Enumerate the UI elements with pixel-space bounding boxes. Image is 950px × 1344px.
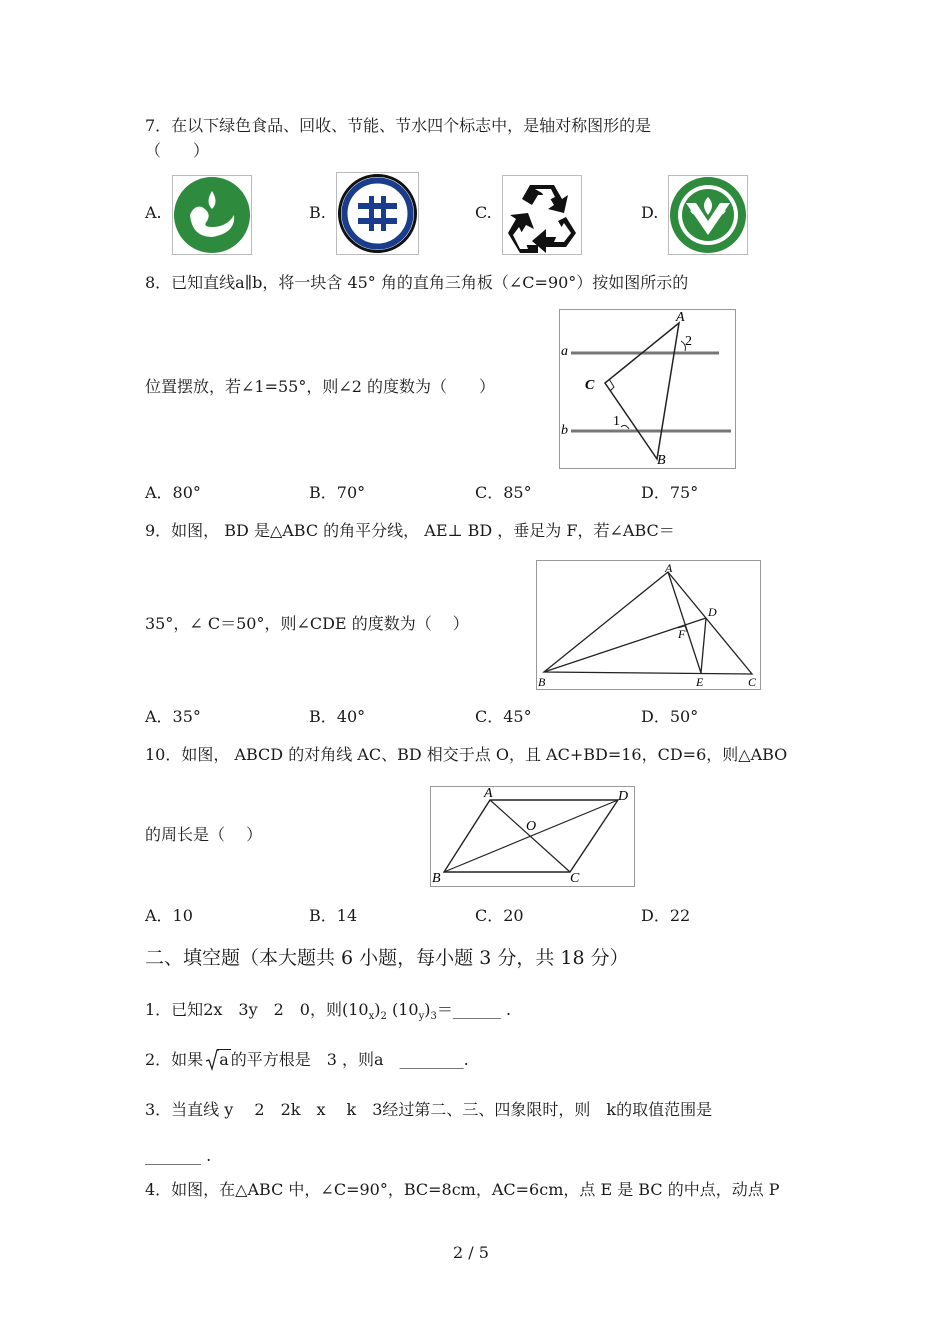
- q8-option-a: A．80°: [145, 483, 201, 502]
- label-A: A: [484, 786, 493, 801]
- label-A: A: [676, 310, 685, 325]
- q9-option-a: A．35°: [145, 707, 201, 726]
- q9-stem-line1: 9．如图， BD 是△ABC 的角平分线， AE⊥ BD ，垂足为 F，若∠ABC＝: [145, 521, 675, 540]
- q8-option-b: B．70°: [309, 483, 366, 502]
- q7-option-b-label: B.: [309, 203, 326, 222]
- fill-1-power-2: $(10_y)_3$: [391, 1000, 437, 1023]
- label-E: E: [696, 675, 704, 689]
- label-D: D: [618, 789, 629, 804]
- page-number: 2 / 5: [453, 1243, 489, 1262]
- sqrt-symbol: [205, 1050, 231, 1070]
- fill-2: [145, 1050, 469, 1070]
- fill-1-expr: 2x 3y 2 0: [203, 1000, 310, 1019]
- q10-option-d: D．22: [641, 906, 691, 925]
- label-angle-1: 1: [613, 414, 620, 429]
- q7-option-c-label: C.: [475, 203, 492, 222]
- fill-1: [145, 1000, 511, 1027]
- fill-3-line1: 3．当直线 y 2 2k x k 3经过第二、三、四象限时，则 k的取值范围是: [145, 1100, 713, 1119]
- label-D: D: [708, 605, 717, 619]
- fill-1-power-1: $(10_x)_2$: [342, 1000, 387, 1023]
- fill-3-line2: _______ .: [145, 1146, 212, 1165]
- label-angle-2: 2: [685, 334, 692, 349]
- q8-stem-line1: 8．已知直线a∥b，将一块含 45° 角的直角三角板（∠C=90°）按如图所示的: [145, 273, 689, 292]
- q10-stem-line2: 的周长是（ ）: [145, 825, 263, 844]
- q8-option-d: D．75°: [641, 483, 699, 502]
- green-food-logo: [172, 175, 252, 255]
- sqrt-radicand: a: [219, 1050, 229, 1069]
- fill-2-mid: 的平方根是 3 ，则: [230, 1050, 375, 1069]
- label-C: C: [570, 871, 580, 886]
- fill-1-mid: ，则: [309, 1000, 342, 1019]
- label-C: C: [748, 675, 757, 689]
- q9-option-d: D．50°: [641, 707, 699, 726]
- q10-option-c: C．20: [475, 906, 524, 925]
- fill-2-var: a: [374, 1050, 384, 1069]
- recycle-arrows-logo: [502, 175, 582, 255]
- label-O: O: [526, 819, 537, 834]
- q8-figure: [559, 309, 736, 469]
- fill-1-tail: ＝______ .: [436, 1000, 512, 1019]
- label-B: B: [538, 675, 546, 689]
- q10-figure: [430, 786, 635, 887]
- label-A: A: [665, 561, 673, 575]
- q8-stem-line2: 位置摆放，若∠1=55°，则∠2 的度数为（ ）: [145, 377, 496, 396]
- q7-option-a-label: A.: [145, 203, 162, 222]
- label-a: a: [561, 344, 568, 359]
- q10-stem-line1: 10．如图， ABCD 的对角线 AC、BD 相交于点 O，且 AC+BD=16，CD=6，则△ABO: [145, 745, 788, 764]
- q9-option-c: C．45°: [475, 707, 532, 726]
- fill-2-tail: ________.: [399, 1050, 469, 1069]
- fill-1-prefix: 1．已知: [145, 1000, 204, 1019]
- q7-option-d-label: D.: [641, 203, 659, 222]
- fill-2-prefix: 2．如果: [145, 1050, 204, 1069]
- q9-figure: [536, 560, 761, 690]
- section-2-title: 二、填空题（本大题共 6 小题，每小题 3 分，共 18 分）: [145, 947, 629, 969]
- recycling-logo-b: [336, 172, 419, 255]
- q9-stem-line2: 35°，∠ C＝50°，则∠CDE 的度数为（ ）: [145, 614, 469, 633]
- q10-option-b: B．14: [309, 906, 358, 925]
- fill-4-line1: 4．如图，在△ABC 中，∠C=90°，BC=8cm，AC=6cm，点 E 是 BC 的中点，动点 P: [145, 1180, 780, 1199]
- label-B: B: [432, 871, 441, 886]
- label-B: B: [657, 453, 666, 468]
- q7-stem-line2: （ ）: [145, 141, 210, 160]
- q9-option-b: B．40°: [309, 707, 366, 726]
- label-C: C: [585, 378, 595, 393]
- q8-option-c: C．85°: [475, 483, 532, 502]
- label-b: b: [561, 423, 568, 438]
- label-F: F: [678, 627, 686, 641]
- q7-stem-line1: 7．在以下绿色食品、回收、节能、节水四个标志中，是轴对称图形的是: [145, 116, 652, 135]
- water-saving-logo: [668, 175, 748, 255]
- q10-option-a: A．10: [145, 906, 193, 925]
